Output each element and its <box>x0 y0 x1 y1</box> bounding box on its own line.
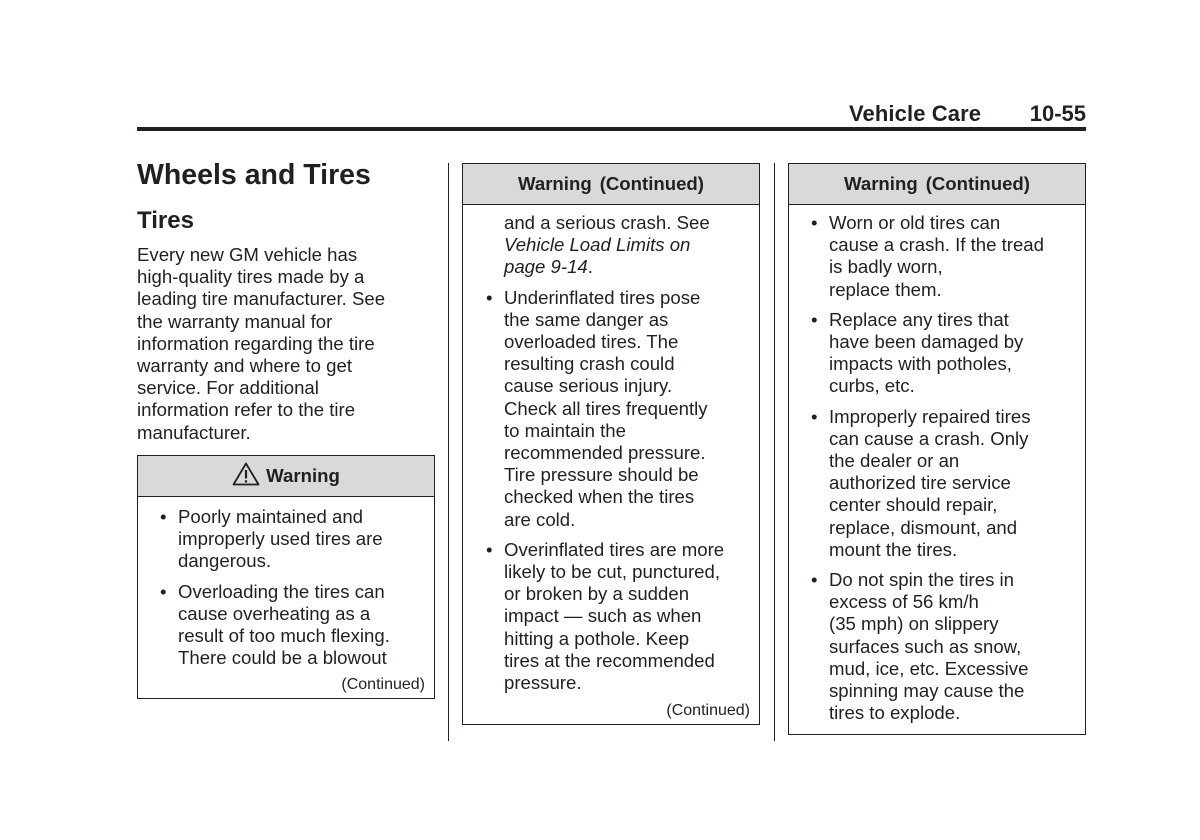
warning-title-suffix: (Continued) <box>925 173 1030 194</box>
warning-title: Warning <box>518 173 592 194</box>
bullet-glyph: • <box>160 506 167 527</box>
continued-label: (Continued) <box>666 702 750 719</box>
warning-bullet-list <box>160 506 390 677</box>
continued-text <box>504 212 724 279</box>
paragraph-line: manufacturer. <box>137 421 251 443</box>
bullet-line: impacts with potholes, <box>829 353 1012 375</box>
warning-bullet <box>811 569 1044 724</box>
bullet-line: Check all tires frequently <box>504 397 708 419</box>
bullet-line: cause overheating as a <box>178 602 371 624</box>
header-rule <box>137 127 1086 131</box>
warning-header <box>138 456 434 497</box>
bullet-line: resulting crash could <box>504 353 675 375</box>
bullet-line: likely to be cut, punctured, <box>504 561 721 583</box>
bullet-line: tires at the recommended <box>504 649 715 671</box>
paragraph-line: warranty and where to get <box>137 355 352 377</box>
bullet-line: replace them. <box>829 278 942 300</box>
bullet-glyph: • <box>811 405 818 427</box>
bullet-line: overloaded tires. The <box>504 331 679 353</box>
paragraph-line: the warranty manual for <box>137 310 333 332</box>
paragraph-line: service. For additional <box>137 377 319 399</box>
page-number: 10-55 <box>1029 101 1086 126</box>
intro-paragraph <box>137 244 385 444</box>
continued-label: (Continued) <box>341 676 425 693</box>
bullet-line: replace, dismount, and <box>829 516 1018 538</box>
bullet-line: are cold. <box>504 508 576 530</box>
bullet-line: There could be a blowout <box>178 647 387 669</box>
warning-bullet <box>486 286 724 531</box>
warning-bullet-list <box>811 212 1044 732</box>
bullet-line: (35 mph) on slippery <box>829 613 999 635</box>
running-header-section: Vehicle Care <box>849 101 982 126</box>
paragraph-line: leading tire manufacturer. See <box>137 288 386 310</box>
bullet-line: cause a crash. If the tread <box>829 234 1044 256</box>
bullet-line: result of too much flexing. <box>178 625 390 647</box>
bullet-line: recommended pressure. <box>504 442 706 464</box>
bullet-line: checked when the tires <box>504 486 695 508</box>
warning-bullet <box>811 405 1044 561</box>
bullet-line: Tire pressure should be <box>504 464 699 486</box>
bullet-line: is badly worn, <box>829 256 943 278</box>
warning-bullet <box>811 308 1044 398</box>
bullet-glyph: • <box>160 580 167 602</box>
bullet-glyph: • <box>486 538 493 560</box>
paragraph-line: information regarding the tire <box>137 332 375 354</box>
bullet-line: the dealer or an <box>829 450 960 472</box>
bullet-line: spinning may cause the <box>829 680 1025 702</box>
bullet-line: cause serious injury. <box>504 375 673 397</box>
bullet-line: the same danger as <box>504 308 669 330</box>
bullet-glyph: • <box>811 308 818 330</box>
bullet-line: or broken by a sudden <box>504 583 690 605</box>
bullet-line: impact — such as when <box>504 605 702 627</box>
bullet-glyph: • <box>811 569 818 591</box>
bullet-line: curbs, etc. <box>829 375 915 397</box>
bullet-line: Overinflated tires are more <box>504 538 725 560</box>
bullet-line: Do not spin the tires in <box>829 569 1015 591</box>
warning-header <box>463 164 759 205</box>
warning-box-3 <box>788 163 1086 735</box>
bullet-line: Poorly maintained and <box>178 506 364 527</box>
cross-reference-page: page 9-14 <box>504 256 588 278</box>
bullet-line: Underinflated tires pose <box>504 286 701 308</box>
bullet-line: Worn or old tires can <box>829 212 1001 233</box>
section-title: Wheels and Tires <box>137 159 371 191</box>
bullet-line: excess of 56 km/h <box>829 591 979 613</box>
text-line: and a serious crash. See <box>504 212 710 233</box>
bullet-line: surfaces such as snow, <box>829 635 1022 657</box>
bullet-line: Replace any tires that <box>829 308 1009 330</box>
bullet-line: mount the tires. <box>829 538 958 560</box>
column-divider <box>774 163 775 741</box>
bullet-line: have been damaged by <box>829 331 1024 353</box>
paragraph-line: high-quality tires made by a <box>137 266 365 288</box>
warning-bullet <box>160 580 390 670</box>
column-divider <box>448 163 449 741</box>
bullet-line: Improperly repaired tires <box>829 405 1031 427</box>
warning-bullet <box>486 538 725 694</box>
bullet-line: can cause a crash. Only <box>829 427 1029 449</box>
paragraph-line: Every new GM vehicle has <box>137 244 358 265</box>
bullet-line: hitting a pothole. Keep <box>504 627 690 649</box>
bullet-line: pressure. <box>504 672 582 694</box>
bullet-line: center should repair, <box>829 494 998 516</box>
cross-reference: Vehicle Load Limits on <box>504 234 691 256</box>
warning-box-2 <box>462 163 760 725</box>
bullet-glyph: • <box>486 286 493 308</box>
bullet-line: to maintain the <box>504 419 626 441</box>
warning-title: Warning <box>844 173 918 194</box>
bullet-line: dangerous. <box>178 550 272 572</box>
subsection-title: Tires <box>137 207 194 234</box>
warning-bullet <box>811 212 1044 301</box>
bullet-line: Overloading the tires can <box>178 580 385 602</box>
text-tail: . <box>587 256 593 278</box>
paragraph-line: information refer to the tire <box>137 399 356 421</box>
bullet-glyph: • <box>811 212 818 233</box>
warning-body <box>486 212 725 702</box>
warning-title: Warning <box>266 465 340 486</box>
bullet-line: authorized tire service <box>829 472 1011 494</box>
warning-header <box>789 164 1085 205</box>
warning-triangle-icon <box>232 462 260 486</box>
warning-title-suffix: (Continued) <box>599 173 704 194</box>
bullet-line: tires to explode. <box>829 702 961 724</box>
bullet-line: mud, ice, etc. Excessive <box>829 657 1029 679</box>
warning-box-1 <box>137 455 435 699</box>
bullet-line: improperly used tires are <box>178 528 383 550</box>
warning-bullet <box>160 506 390 573</box>
